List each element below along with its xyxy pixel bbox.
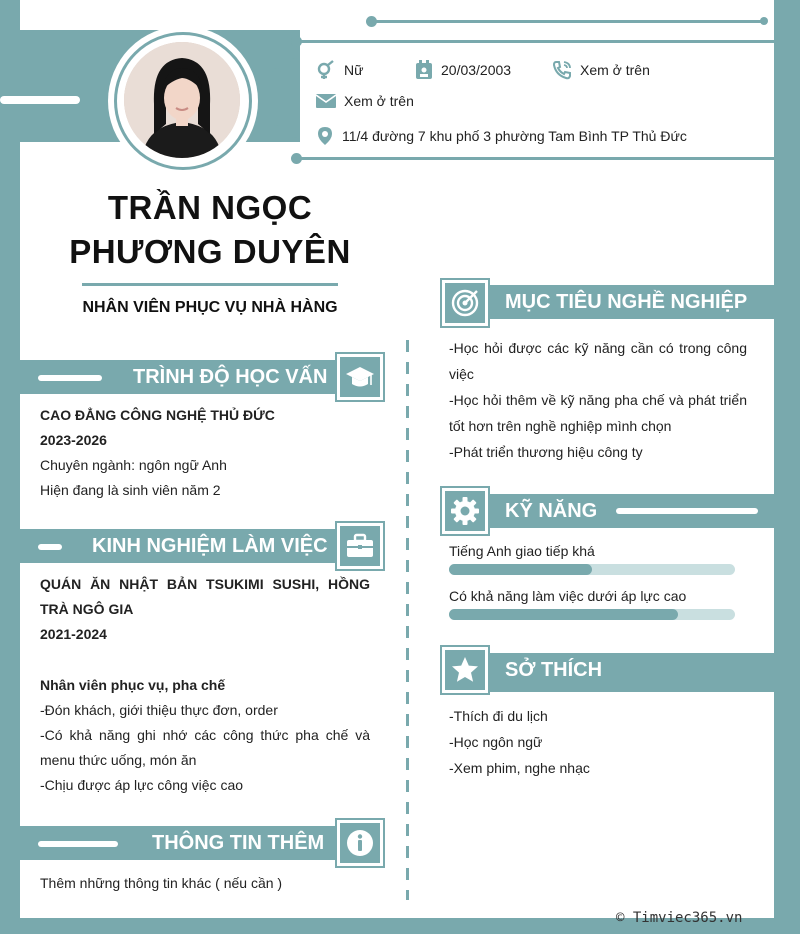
hobbies-content bbox=[449, 703, 590, 781]
briefcase-icon bbox=[345, 533, 375, 559]
objective-line: -Học hỏi thêm về kỹ năng pha chế và phát triển tốt hơn trên nghề nghiệp mình chọn bbox=[449, 392, 747, 434]
header-decor-line bbox=[0, 96, 80, 104]
hobbies-heading: SỞ THÍCH bbox=[505, 659, 603, 681]
objective-icon-box bbox=[442, 280, 488, 326]
gender-icon bbox=[316, 60, 336, 80]
location-pin-icon bbox=[316, 126, 334, 146]
section-decor-line bbox=[38, 375, 102, 381]
extra-icon-box bbox=[337, 820, 383, 866]
experience-years: 2021-2024 bbox=[40, 626, 107, 642]
info-icon bbox=[345, 828, 375, 858]
skill-bar-track bbox=[449, 564, 735, 575]
education-heading: TRÌNH ĐỘ HỌC VẤN bbox=[133, 366, 328, 388]
education-years: 2023-2026 bbox=[40, 432, 107, 448]
experience-duty: -Đón khách, giới thiệu thực đơn, order bbox=[40, 702, 278, 718]
experience-duty: -Có khả năng ghi nhớ các công thức pha chế và menu thức uống, món ăn bbox=[40, 727, 370, 768]
name-line-2: PHƯƠNG DUYÊN bbox=[69, 233, 351, 270]
skills-icon-box bbox=[442, 488, 488, 534]
objective-line: -Học hỏi được các kỹ năng cần có trong công việc bbox=[449, 340, 747, 382]
objective-line: -Phát triển thương hiệu công ty bbox=[449, 444, 643, 460]
contact-email bbox=[316, 93, 414, 109]
email-value: Xem ở trên bbox=[344, 93, 414, 109]
skill-bar-fill bbox=[449, 564, 592, 575]
job-title: NHÂN VIÊN PHỤC VỤ NHÀ HÀNG bbox=[82, 299, 338, 316]
hobby-item: -Học ngôn ngữ bbox=[449, 734, 543, 750]
contact-phone bbox=[552, 60, 650, 80]
hobbies-underline bbox=[442, 687, 774, 692]
watermark: © Timviec365.vn bbox=[616, 910, 743, 926]
name-underline bbox=[82, 283, 338, 286]
name-line-1: TRẦN NGỌC bbox=[107, 189, 313, 226]
contact-address bbox=[316, 126, 687, 146]
phone-icon bbox=[552, 60, 572, 80]
decor-line bbox=[296, 40, 774, 43]
star-icon bbox=[450, 655, 480, 685]
full-name bbox=[40, 186, 380, 274]
experience-content bbox=[40, 572, 370, 798]
target-icon bbox=[450, 288, 480, 318]
section-decor-line bbox=[38, 841, 118, 847]
experience-heading: KINH NGHIỆM LÀM VIỆC bbox=[92, 535, 328, 557]
gear-icon bbox=[450, 496, 480, 526]
education-content bbox=[40, 403, 380, 503]
experience-duty: -Chịu được áp lực công việc cao bbox=[40, 777, 244, 793]
birthday-value: 20/03/2003 bbox=[441, 62, 512, 78]
education-school: CAO ĐẲNG CÔNG NGHỆ THỦ ĐỨC bbox=[40, 407, 275, 423]
avatar bbox=[124, 42, 240, 158]
education-icon-box bbox=[337, 354, 383, 400]
extra-heading: THÔNG TIN THÊM bbox=[152, 832, 325, 854]
column-divider bbox=[406, 340, 409, 900]
experience-position: Nhân viên phục vụ, pha chế bbox=[40, 677, 226, 693]
graduation-cap-icon bbox=[345, 364, 375, 390]
education-status: Hiện đang là sinh viên năm 2 bbox=[40, 482, 221, 498]
skill-bar-fill bbox=[449, 609, 678, 620]
hobby-item: -Thích đi du lịch bbox=[449, 708, 548, 724]
section-decor-line bbox=[616, 508, 758, 514]
hobby-item: -Xem phim, nghe nhạc bbox=[449, 760, 590, 776]
skill-label: Có khả năng làm việc dưới áp lực cao bbox=[449, 588, 687, 604]
education-major: Chuyên ngành: ngôn ngữ Anh bbox=[40, 457, 227, 473]
calendar-icon bbox=[415, 60, 433, 80]
section-decor-line bbox=[38, 544, 62, 550]
objective-content bbox=[449, 335, 747, 465]
avatar-photo-icon bbox=[124, 42, 240, 158]
experience-icon-box bbox=[337, 523, 383, 569]
objective-heading: MỤC TIÊU NGHỀ NGHIỆP bbox=[505, 291, 748, 313]
extra-text: Thêm những thông tin khác ( nếu cần ) bbox=[40, 875, 283, 891]
contact-gender bbox=[316, 60, 363, 80]
decor-line bbox=[296, 157, 774, 160]
experience-company: QUÁN ĂN NHẬT BẢN TSUKIMI SUSHI, HỒNG TRÀ NGÔ GIA bbox=[40, 576, 370, 617]
decor-dot bbox=[760, 17, 768, 25]
skill-bar-track bbox=[449, 609, 735, 620]
skills-heading: KỸ NĂNG bbox=[505, 500, 598, 522]
address-value: 11/4 đường 7 khu phố 3 phường Tam Bình TP Thủ Đức bbox=[342, 128, 687, 144]
skill-label: Tiếng Anh giao tiếp khá bbox=[449, 543, 595, 559]
decor-line-top bbox=[370, 20, 764, 23]
frame-right bbox=[774, 0, 800, 934]
email-icon bbox=[316, 93, 336, 109]
header-vbar-2 bbox=[290, 58, 299, 138]
header-vbar bbox=[272, 68, 281, 126]
phone-value: Xem ở trên bbox=[580, 62, 650, 78]
contact-birthday bbox=[415, 60, 511, 80]
hobbies-icon-box bbox=[442, 647, 488, 693]
gender-value: Nữ bbox=[344, 62, 364, 78]
